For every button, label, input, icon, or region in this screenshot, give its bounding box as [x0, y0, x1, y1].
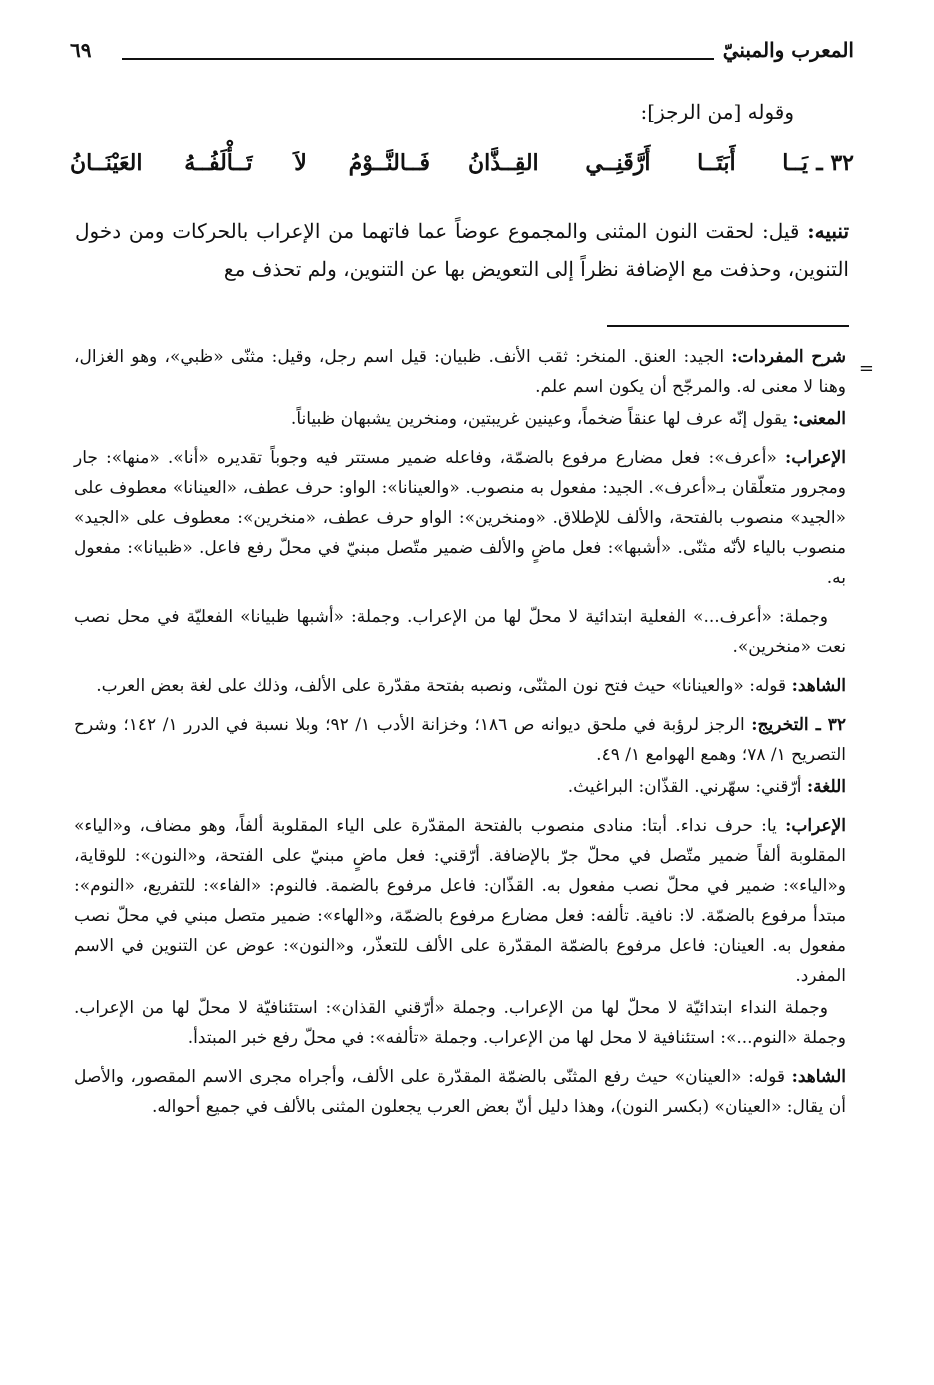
footnote-language: [74, 772, 846, 802]
footnote-label: اللغة:: [806, 777, 846, 797]
footnote-parsing: [74, 443, 846, 593]
continuation-mark: =: [858, 358, 874, 379]
verse-second-hemistich: فَــالنَّــوْمُ لاَ تَــأْلَفُــهُ العَيْنَــانُ: [70, 150, 430, 176]
footnote-meaning: [74, 404, 846, 434]
footnote-label: ٣٢ ـ التخريج:: [751, 715, 846, 735]
footnote-text: «أعرف»: فعل مضارع مرفوع بالضمّة، وفاعله ضمير مستتر فيه وجوباً تقديره «أنا». «منها»: جار ومجرور متعلّقان بـ«أعرف». الجيد: مفعول به منصوب. «والعينانا»: الواو: حرف عطف، «العينانا» معطوف على «الجيد» منصوب بالفتحة، والألف للإطلاق. «ومنخرين»: الواو حرف عطف، «منخرين»: معطوف على «الجيد» منصوب بالياء لأنّه مثنّى. «أشبها»: فعل ماضٍ والألف ضمير متّصل مبنيّ في محلّ رفع فاعل. «ظبيانا»: مفعول به.: [74, 448, 846, 588]
footnote-label: الشاهد:: [791, 676, 846, 696]
verse-line: [70, 150, 854, 190]
footnote-text: الرجز لرؤبة في ملحق ديوانه ص ١٨٦؛ وخزانة الأدب ١/ ٩٢؛ وبلا نسبة في الدرر ١/ ١٤٢؛ وشرح التصريح ١/ ٧٨؛ وهمع الهوامع ١/ ٤٩.: [74, 715, 846, 765]
footnote-text: قوله: «والعينانا» حيث فتح نون المثنّى، ونصبه بفتحة مقدّرة على الألف، وذلك على لغة بعض العرب.: [96, 676, 787, 696]
tanbih-paragraph: [75, 212, 849, 288]
footnote-label: الشاهد:: [791, 1067, 847, 1087]
footnote-sentences: [74, 993, 846, 1053]
tanbih-text: قيل: لحقت النون المثنى والمجموع عوضاً عما فاتهما من الإعراب بالحركات ومن دخول التنوين، وحذفت مع الإضافة نظراً إلى التعويض بها عن التنوين، ولم تحذف مع: [75, 219, 849, 281]
footnote-separator: [607, 325, 849, 327]
verse-intro: وقوله [من الرجز]:: [640, 100, 794, 124]
footnote-label: الإعراب:: [785, 448, 846, 468]
verse-first-hemistich: يَــا أَبَتَــا أَرَّقَنِــي القِــذَّانُ: [468, 150, 808, 176]
footnote-text: الجيد: العنق. المنخر: ثقب الأنف. ظبيان: قيل اسم رجل، وقيل: مثنّى «ظبي»، وهو الغزال، وهنا لا معنى له. والمرجّح أن يكون اسم علم.: [74, 347, 846, 397]
footnote-label: المعنى:: [792, 409, 846, 429]
footnote-vocabulary: [74, 342, 846, 402]
footnote-evidence: [74, 671, 846, 701]
footnote-text: يقول إنّه عرف لها عنقاً ضخماً، وعينين غريبتين، ومنخرين يشبهان ظبياناً.: [290, 409, 788, 429]
page-header: [70, 38, 854, 72]
page-number: ٦٩: [70, 38, 92, 62]
verse-number: ٣٢ ـ: [816, 150, 854, 176]
footnote-evidence: [74, 1062, 846, 1122]
running-title: المعرب والمبنيّ: [722, 38, 854, 62]
footnote-parsing: [74, 811, 846, 991]
footnote-text: وجملة النداء ابتدائيّة لا محلّ لها من الإعراب. وجملة «أرّقني القذان»: استئنافيّة لا محلّ لها من الإعراب. وجملة «النوم...»: استئنافية لا محل لها من الإعراب. وجملة «تألفه»: في محلّ رفع خبر المبتدأ.: [74, 998, 846, 1048]
footnote-text: وجملة: «أعرف...» الفعلية ابتدائية لا محلّ لها من الإعراب. وجملة: «أشبها ظبيانا» الفعليّة في محل نصب نعت «منخرين».: [74, 607, 846, 657]
footnote-label: شرح المفردات:: [731, 347, 846, 367]
footnote-text: قوله: «العينان» حيث رفع المثنّى بالضمّة المقدّرة على الألف، وأجراه مجرى الاسم المقصور، والأصل أن يقال: «العينان» (بكسر النون)، وهذا دليل أنّ بعض العرب يجعلون المثنى بالألف في جميع أحواله.: [74, 1067, 846, 1117]
footnote-sources: [74, 710, 846, 770]
footnote-text: يا: حرف نداء. أبتا: منادى منصوب بالفتحة المقدّرة على الياء المقلوبة ألفاً، وهو مضاف، و«الياء» المقلوبة ألفاً ضمير متّصل في محلّ جرّ بالإضافة. أرّقني: فعل ماضٍ مبنيّ على الفتحة، و«النون»: للوقاية، و«الياء»: ضمير في محلّ نصب مفعول به. القذّان: فاعل مرفوع بالضمة. فالنوم: «الفاء»: للتفريع، «النوم»: مبتدأ مرفوع بالضمّة. لا: نافية. تألفه: فعل مضارع مرفوع بالضمّة، و«الهاء»: ضمير متصل مبني في محلّ نصب مفعول به. العينان: فاعل مرفوع بالضمّة المقدّرة على الألف للتعذّر، و«النون»: عوض عن التنوين في الاسم المفرد.: [74, 816, 846, 986]
footnote-text: أرّقني: سهّرني. القذّان: البراغيث.: [567, 777, 802, 797]
tanbih-label: تنبيه:: [807, 219, 850, 243]
footnotes: [74, 342, 846, 1131]
footnote-label: الإعراب:: [785, 816, 847, 836]
footnote-sentences: [74, 602, 846, 662]
header-rule: [122, 58, 714, 60]
